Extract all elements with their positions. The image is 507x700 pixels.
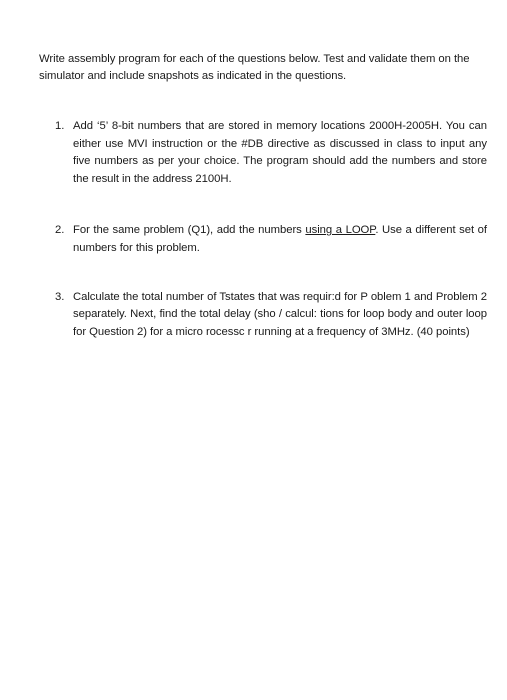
- question-2-number: 2.: [55, 224, 65, 237]
- question-2-text-after: . Use a different set of numbers for this problem.: [73, 224, 487, 254]
- question-list: [55, 118, 487, 341]
- question-1-number: 1.: [55, 120, 65, 132]
- question-3-number: 3.: [55, 290, 65, 303]
- question-1: [55, 118, 487, 188]
- question-2-underlined-text: using a LOOP: [305, 224, 376, 237]
- question-2: [55, 222, 487, 257]
- question-1-text: Add ‘5’ 8-bit numbers that are stored in memory locations 2000H-2005H. You can either use MVI instruction or the #DB directive as discussed in class to input any five numbers as per your choice. The program should add the numbers and store the result in the address 2100H.: [73, 120, 487, 185]
- intro-paragraph: Write assembly program for each of the questions below. Test and validate them on the simulator and include snapshots as indicated in the questions.: [39, 53, 470, 82]
- question-3: [55, 289, 487, 342]
- question-2-text-before: For the same problem (Q1), add the numbers: [73, 224, 306, 237]
- question-3-text: Calculate the total number of Tstates that was requir:d for P oblem 1 and Problem 2 separately. Next, find the total delay (sho / calcul: tions for loop body and outer loop for Question 2) for a micro rocessc r running at a frequency of 3MHz. (40 points): [73, 290, 487, 338]
